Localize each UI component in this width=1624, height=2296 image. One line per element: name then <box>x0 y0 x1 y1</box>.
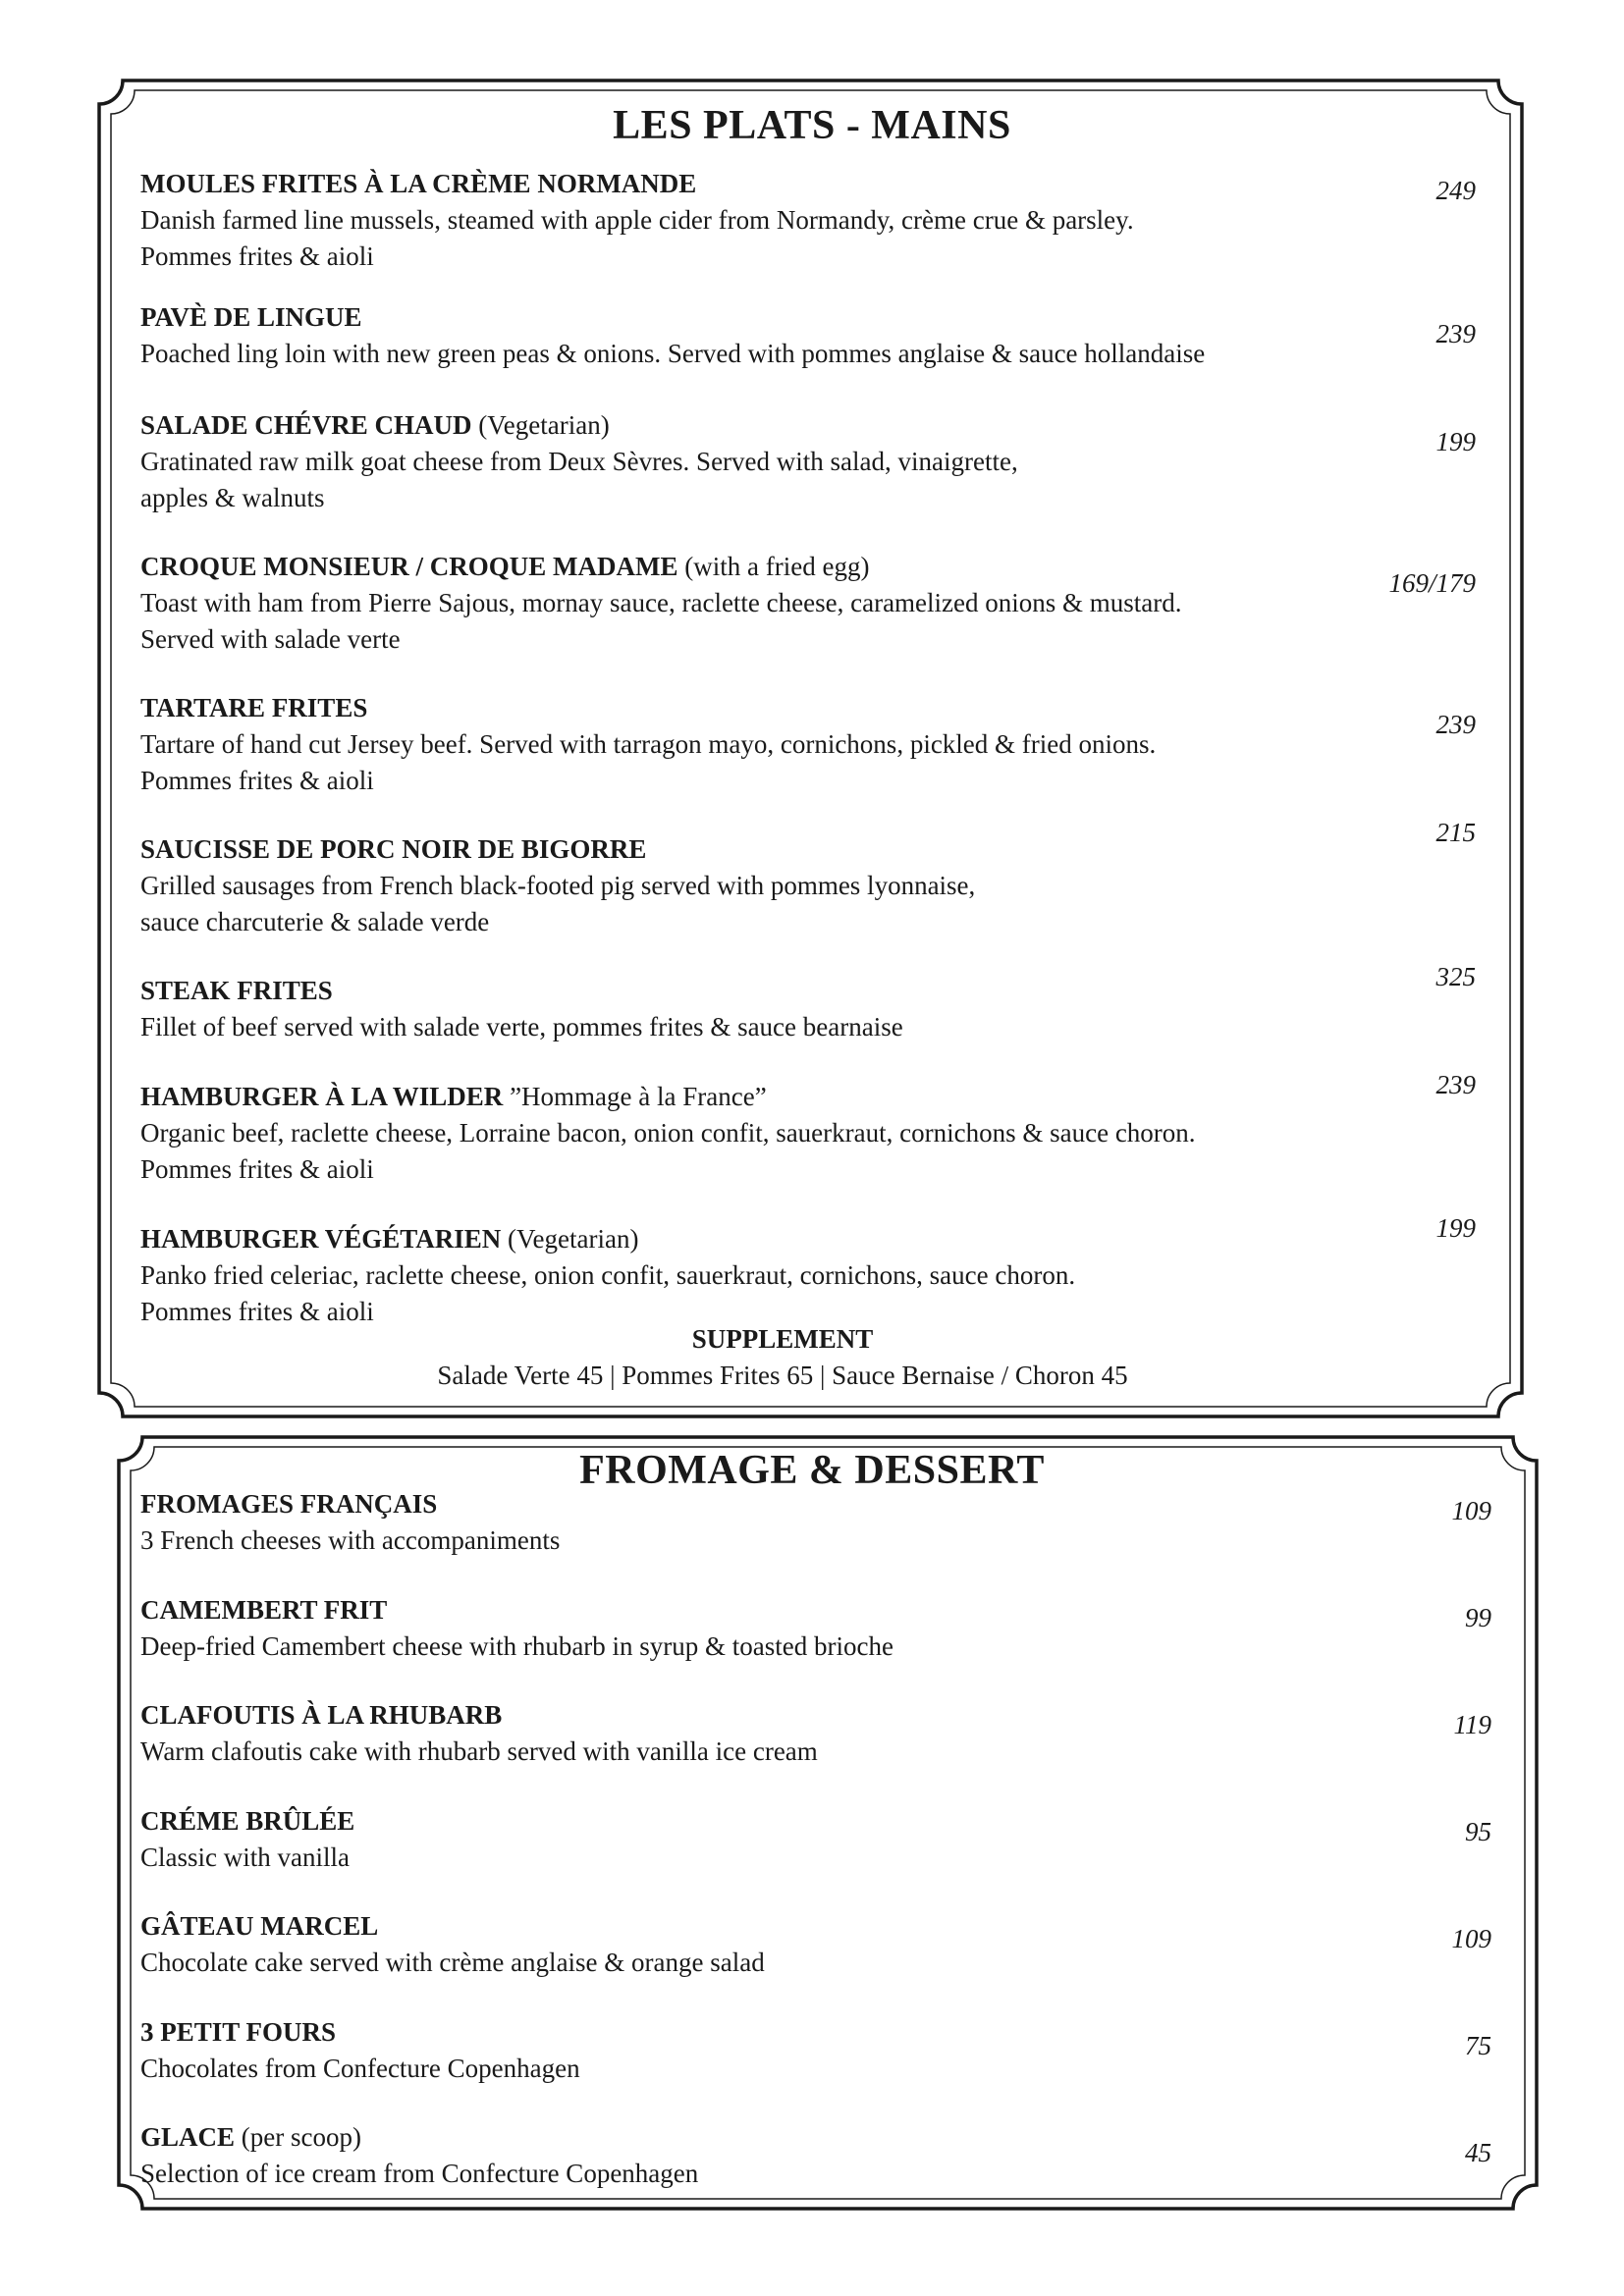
item-description: Organic beef, raclette cheese, Lorraine bacon, onion confit, sauerkraut, cornichons & sauce choron. Pommes frites & aioli <box>140 1118 1196 1184</box>
item-description: Grilled sausages from French black-footed pig served with pommes lyonnaise, sauce charcuterie & salade verde <box>140 871 976 936</box>
dessert-title: FROMAGE & DESSERT <box>579 1448 1045 1493</box>
item-price: 169/179 <box>1388 568 1476 598</box>
item-price: 75 <box>1465 2031 1491 2060</box>
menu-item <box>140 2014 1486 2087</box>
item-description: Chocolate cake served with crème anglaise & orange salad <box>140 1948 765 1977</box>
menu-item <box>140 831 1486 940</box>
item-description: Classic with vanilla <box>140 1842 350 1872</box>
menu-item <box>140 1592 1486 1665</box>
menu-item <box>140 690 1486 799</box>
menu-item <box>140 299 1486 372</box>
mains-panel <box>0 79 1624 1418</box>
item-description: Fillet of beef served with salade verte, pommes frites & sauce bearnaise <box>140 1012 903 1041</box>
item-price: 109 <box>1451 1496 1491 1525</box>
item-name: GÂTEAU MARCEL <box>140 1911 379 1941</box>
menu-item <box>140 1803 1486 1876</box>
menu-item <box>140 1486 1486 1559</box>
item-name: TARTARE FRITES <box>140 693 368 722</box>
item-price: 199 <box>1435 427 1476 456</box>
item-name: GLACE <box>140 2122 236 2152</box>
item-description: Danish farmed line mussels, steamed with apple cider from Normandy, crème crue & parsley. Pommes frites & aioli <box>140 205 1134 271</box>
item-price: 119 <box>1453 1710 1491 1739</box>
item-name: CROQUE MONSIEUR / CROQUE MADAME <box>140 552 678 581</box>
item-price: 215 <box>1435 818 1476 847</box>
item-name: CAMEMBERT FRIT <box>140 1595 388 1625</box>
item-note: (with a fried egg) <box>677 552 870 581</box>
item-price: 95 <box>1465 1817 1491 1846</box>
item-name: HAMBURGER À LA WILDER <box>140 1082 504 1111</box>
item-name: PAVÈ DE LINGUE <box>140 302 362 332</box>
supplement-title: SUPPLEMENT <box>691 1324 874 1354</box>
item-description: Tartare of hand cut Jersey beef. Served with tarragon mayo, cornichons, pickled & fried onions. Pommes frites & aioli <box>140 729 1157 795</box>
item-price: 99 <box>1465 1603 1491 1632</box>
dessert-panel <box>0 1435 1624 2211</box>
menu-item <box>140 2119 1486 2192</box>
item-description: 3 French cheeses with accompaniments <box>140 1525 561 1555</box>
item-name: CRÉME BRÛLÉE <box>140 1806 355 1836</box>
item-description: Chocolates from Confecture Copenhagen <box>140 2054 580 2083</box>
item-note: ”Hommage à la France” <box>503 1082 767 1111</box>
item-description: Deep-fried Camembert cheese with rhubarb in syrup & toasted brioche <box>140 1631 893 1661</box>
menu-item <box>140 1908 1486 1981</box>
item-name: FROMAGES FRANÇAIS <box>140 1489 438 1519</box>
item-price: 239 <box>1435 1070 1476 1099</box>
item-name: STEAK FRITES <box>140 976 333 1005</box>
menu-item <box>140 407 1486 516</box>
item-note: (per scoop) <box>235 2122 361 2152</box>
menu-item <box>140 973 1486 1045</box>
item-note: (Vegetarian) <box>471 410 610 440</box>
item-note: (Vegetarian) <box>501 1224 639 1254</box>
supplement-section <box>0 1321 1565 1394</box>
item-name: MOULES FRITES À LA CRÈME NORMANDE <box>140 169 697 198</box>
item-price: 45 <box>1465 2138 1491 2167</box>
item-description: Selection of ice cream from Confecture Copenhagen <box>140 2159 699 2188</box>
item-description: Poached ling loin with new green peas & onions. Served with pommes anglaise & sauce hollandaise <box>140 339 1206 368</box>
item-price: 249 <box>1435 176 1476 205</box>
menu-item <box>140 1697 1486 1770</box>
item-name: CLAFOUTIS À LA RHUBARB <box>140 1700 503 1730</box>
item-description: Warm clafoutis cake with rhubarb served with vanilla ice cream <box>140 1736 818 1766</box>
item-description: Panko fried celeriac, raclette cheese, onion confit, sauerkraut, cornichons, sauce choron. Pommes frites & aioli <box>140 1260 1076 1326</box>
item-description: Gratinated raw milk goat cheese from Deux Sèvres. Served with salad, vinaigrette, apples & walnuts <box>140 447 1018 512</box>
item-price: 325 <box>1435 962 1476 991</box>
item-name: SALADE CHÉVRE CHAUD <box>140 410 472 440</box>
mains-title: LES PLATS - MAINS <box>613 103 1011 148</box>
item-price: 109 <box>1451 1924 1491 1953</box>
menu-item <box>140 1221 1486 1330</box>
menu-item <box>140 166 1486 275</box>
item-description: Toast with ham from Pierre Sajous, mornay sauce, raclette cheese, caramelized onions & mustard. Served with salade verte <box>140 588 1182 654</box>
supplement-items: Salade Verte 45 | Pommes Frites 65 | Sauce Bernaise / Choron 45 <box>437 1361 1128 1390</box>
item-name: 3 PETIT FOURS <box>140 2017 337 2047</box>
item-price: 239 <box>1435 710 1476 739</box>
item-price: 199 <box>1435 1213 1476 1243</box>
menu-item <box>140 549 1486 658</box>
menu-item <box>140 1079 1486 1188</box>
item-name: SAUCISSE DE PORC NOIR DE BIGORRE <box>140 834 647 864</box>
item-price: 239 <box>1435 319 1476 348</box>
item-name: HAMBURGER VÉGÉTARIEN <box>140 1224 502 1254</box>
